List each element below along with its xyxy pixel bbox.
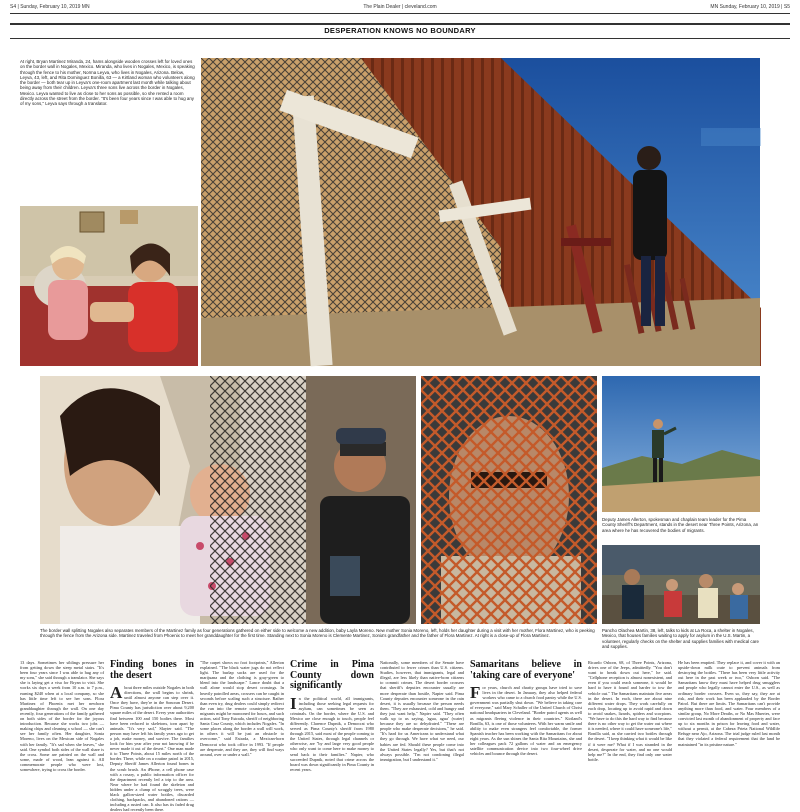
story-text: or years, church and charity groups have tried to save lives in the desert. In January, they also helped federal workers who came to a church food pantry while the U.S. government was partially shut down. "We believe in taking care of everyone," said Mary Schaller of the United Church of Christ national headquarters in Cleveland. "Border patrol agents as well as migrants fleeing violence in their countries." Kirtland's Bonilla, 63, is one of those volunteers. With her warm smile and ability to make even strangers feel comfortable, the former Spanish teacher has been working with the Samaritans for about eight years. As the sun shines the Santa Rita Mountains, she and her colleagues pack 72 gallons of water and an emergency satellite communication device into two four-wheel drive vehicles and bounce through the desert. bbox=[470, 685, 582, 757]
story-crime-pima bbox=[290, 660, 374, 796]
dropcap: A bbox=[110, 683, 123, 702]
folio-center: The Plain Dealer | cleveland.com bbox=[363, 4, 437, 10]
dropcap: F bbox=[470, 683, 481, 702]
story-text: Nationally, some members of the Senate have contributed to fewer crimes than U.S. citizens. Studies, however, that immigrants, legal and illegal, are less likely than native-born citizens to commit crimes. The desert border crossers that sheriff's deputies encounter usually are more desperate than hostile, Napier said. Pima County deputies encounter someone in the rain desert, it is usually because the person needs them. "They are exhausted, cold and hungry and they just want help," Napier said. "They often walk up to us saying, 'agua, agua' (water) because they are so dehydrated." "These are people who make desperate decisions," he said. "It's hard for us Americans to understand what they go through. We have what we need, our babies are fed. Should these people come into the United States legally? Yes, but that's not always possible. "I'm not condoning illegal immigration, but I understand it." bbox=[380, 660, 464, 762]
story-text: n the political world, all immigrants, including those seeking legal requests for asylum, can sometimes be seen as criminals. On the border, where the U.S. and Mexico are close enough to touch, people feel differently. Clarence Dupnik, a Democrat who served as Pima County's sheriff from 1980 through 2015, said most of the people coming to the United States, through legal channels or otherwise, are "by and large very good people who only want to come here to make money to send back to their families." Napier, who succeeded Dupnik, noted that crime across the board was down significantly in Pima County in recent years. bbox=[290, 695, 374, 772]
folio-rule bbox=[10, 13, 790, 14]
caption-crosses-leyva: At right, Bryan Martinez Miranda, 24, hams alongside wooden crosses left for loved ones on the border wall in Nogales, Mexico. Miranda, who lives in Nogales, Mexico, is speaking through the fence to his mother, Norma Leyva, who lives in Nogales, Arizona. Below, Leyva, 43, left, and Rita Dominguez Bonilla, 63 — a Kirtland woman who volunteers along the border — both tear up in Leyva's one-room apartment last month while talking about being away from their children. Leyva's three sons live across the border in Nogales, Mexico. Leyva wanted to live as close to her sons as possible, so she rented a room directly across the street from the border. "It's been four years since I was able to hug any of my sons," Leyva says through a translator. bbox=[20, 59, 195, 107]
photo-la-roca-shelter bbox=[602, 545, 760, 624]
story-finding-bones bbox=[110, 659, 194, 812]
story-column-1 bbox=[20, 660, 104, 796]
story-text: 13 days. Sometimes her siblings pressure her from getting down the steep metal stairs. "It's been four years since I was able to hug any of my sons," she said through a translator. She says she is laying get a visa for Bryan to visit. She works six days a week from 10 a.m. to 7 p.m., earning $240 when at a local company, so she has little time left to see her sons. Flora Martinez of Phoenix met her newborn granddaughter through the wall. On one day recently, four generations of the family gathered on both sides of the border for the joyous introduction. Because she works two jobs — making chips and cleaning a school — she can't see her family often. Her daughter, Sonia Moreno, lives on the Mexican side of Nogales with her family. "It's sad when she leaves," she said. One symbol both sides of the wall share is the cross. Some are painted on the wall and some, made of wood, lean against it. All commemorate people who were lost, somewhere, trying to cross the border. bbox=[20, 660, 104, 772]
section-rule-top bbox=[10, 23, 790, 25]
folio-right: MN Sunday, February 10, 2019 | S5 bbox=[710, 4, 790, 10]
caption-family-wall: The border wall splitting Nogales also separates members of the Martinez family as four generations gathered on either side to welcome a new addition, baby Layla Moreno. New mother Sonia Moreno, left, holds her daughter during a visit with her mother, Flora Martinez, who is peeking through the fence from the Arizona side. Martinez traveled from Phoenix to meet her granddaughter for the first time. Standing next to Sonia Moreno is Clemente Martinez, Sonia's grandfather and the father of Flora Martinez. At right is a close-up of Flora Martinez. bbox=[40, 628, 595, 639]
headline-finding-bones: Finding bones in the desert bbox=[110, 659, 194, 681]
caption-deputy-allerton: Deputy James Allerton, spokesman and chaplain team leader for the Pima County Sheriff's Department, stands in the desert near Three Points, Arizona, an area where he has recovered the bodies of migrants. bbox=[602, 517, 759, 533]
story-text: Ricardo Osborn, 68, of Three Points, Arizona, drives one of the Jeeps, admittedly. "You don't want to break down out here," he said. "Cellphone reception is almost nonexistent, and even if you could reach someone, it would be hard to have it found and harder to tow the vehicle out." The Samaritans maintain five areas in the desert. In each, there are about nine different water drops. They work carefully on each drop, locating up to avoid rapid and down to avoid snakes, lizards, spiders and scorpions. "We have to do this the hard way to find because there is no other way to get the water out where it is needed, where it could have someone's life," Bonilla said, as she carried two bottles through the desert. "I keep thinking what it would be like if it were me? What if I was stranded in the desert, desperate for water, and no one would help me?" In the end, they find only one water bottle. bbox=[588, 660, 672, 762]
story-text: "The carpet shows no foot footprints," Allerton explained. "The black water jugs do not reflect light. The burlap sacks are used for the marijuana and the clothing is gray-green to blend into the landscape." Lance doubt that a wall alone would stop desert crossings. In heavily patrolled areas, crossers can be caught in seconds before scaling such a structure. Rather than even try, drug dealers could simply redirect the run into the remote countryside, where migrants might be marooned for hours, and such action, said Tony Estrada, sheriff of neighboring Santa Cruz County, which includes Nogales. "In some places along the border a wall will work, in others it will be just an obstacle to overcome," said Estrada, a Mexican-born Democrat who took office in 1993. "If people are desperate, and they are, they will find ways around, over or under a wall." bbox=[200, 660, 284, 757]
section-head: DESPERATION KNOWS NO BOUNDARY bbox=[324, 26, 476, 35]
headline-samaritans: Samaritans believe in 'taking care of everyone' bbox=[470, 659, 582, 681]
story-column-9 bbox=[678, 660, 780, 796]
photo-flora-closeup bbox=[421, 376, 597, 624]
story-column-3 bbox=[200, 660, 284, 796]
story-text: bout three miles outside Nogales in both directions, the wall begins to shrink, until almost anyone can step over it. Once they have, they're in the Sonoran Desert. Pima County has jurisdiction over about 9,200 square miles of the desert. Every year authorities find between 100 and 150 bodies there. Most have been reduced to skeletons, torn apart by animals. "It's very sad," Slayter said. "The person may have left his family years ago to get a job, make money, and survive. The families look for him year after year not knowing if he never made it out of the desert." One man made it to Three Points, about 15 miles north of the border. There, while on a routine patrol in 2015, Deputy Sheriff James Allerton found bones in the scrub brush. An iPhone, a cell phone case with a rosary, a public information officer for the department recently led a trip to the area. Near where he had found the skeleton and hidden under a clump of scraggly trees, were black gallon-sized water bottles, discarded clothing, backpacks, and abandoned rations — including a rusted can. It also has its faded drug dealers had recently been there. bbox=[110, 685, 194, 812]
caption-la-roca: Pancho Olachea Martin, 38, left, talks to kids at La Roca, a shelter in Nogales, Mexico, that houses families waiting to apply for asylum in the U.S. Martin, a volunteer, regularly checks on the shelter and supplies families with medical care and supplies. bbox=[602, 628, 759, 649]
photo-leyva-bonilla bbox=[20, 206, 198, 366]
headline-crime-pima: Crime in Pima County down significantly bbox=[290, 659, 374, 691]
photo-border-crosses bbox=[201, 58, 760, 366]
photo-deputy-allerton bbox=[602, 376, 760, 512]
story-text: He has been emptied. They replace it, and cover it with an upside-down milk crate to prevent animals from destroying the bottles. "There has been very little activity out here in the past week or two," Osborn said. "The Samaritans know they must have helped drug smugglers and people who legally cannot enter the U.S., as well as ordinary border crossers. Even so, they say, they are at risk, and their work has been applauded by the Border Patrol. But there are limits. The Samaritans can't provide anything more than food, and water. Four members of a similar group, No More Deaths, or No Mas Muertes, were convicted last month of abandonment of property and face up to six months in prison for leaving food and water, without a permit, at the Cabeza Prieta National Wildlife Refuge near Ajo, Arizona. The trial judge ruled last month that they violated a federal requirement that the land be maintained "in its pristine nature." bbox=[678, 660, 780, 747]
story-column-8 bbox=[588, 660, 672, 796]
section-rule-bottom bbox=[10, 38, 790, 39]
story-column-5 bbox=[380, 660, 464, 796]
story-samaritans bbox=[470, 660, 582, 796]
photo-family-through-wall bbox=[40, 376, 416, 624]
folio-left: S4 | Sunday, February 10, 2019 MN bbox=[10, 4, 90, 10]
dropcap: I bbox=[290, 693, 297, 713]
